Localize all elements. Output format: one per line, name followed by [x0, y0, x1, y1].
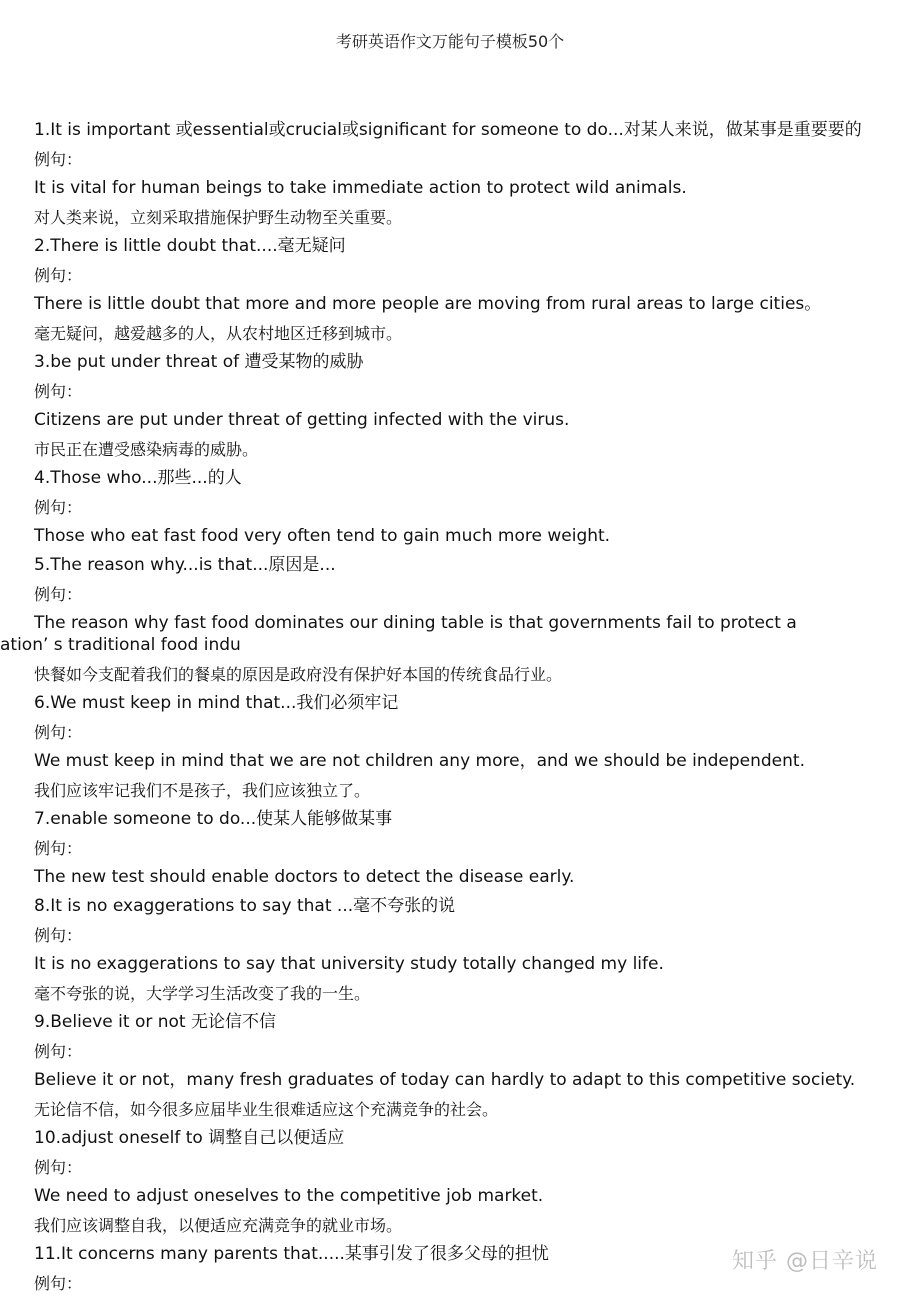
heading-item-5: 5.The reason why...is that...原因是...: [34, 555, 336, 575]
example-sentence-en-overflow: ation’ s traditional food indu: [0, 635, 241, 655]
example-sentence-en: Believe it or not，many fresh graduates of today can hardly to adapt to this competitive society.: [34, 1070, 856, 1090]
example-sentence-en: We need to adjust oneselves to the competitive job market.: [34, 1186, 544, 1206]
example-label: 例句：: [34, 1158, 83, 1177]
example-sentence-en: Those who eat fast food very often tend to gain much more weight.: [34, 526, 611, 546]
example-sentence-zh: 市民正在遭受感染病毒的威胁。: [34, 440, 259, 459]
example-sentence-zh: 毫不夸张的说，大学学习生活改变了我的一生。: [34, 984, 371, 1003]
example-sentence-en: Citizens are put under threat of getting infected with the virus.: [34, 410, 570, 430]
example-label: 例句：: [34, 498, 83, 517]
heading-item-1: 1.It is important 或essential或crucial或significant for someone to do...对某人来说，做某事是重要要的: [34, 120, 862, 140]
example-sentence-zh: 我们应该牢记我们不是孩子，我们应该独立了。: [34, 781, 371, 800]
heading-item-8: 8.It is no exaggerations to say that ...毫不夸张的说: [34, 896, 456, 916]
example-sentence-en: We must keep in mind that we are not children any more，and we should be independent.: [34, 751, 805, 771]
heading-item-2: 2.There is little doubt that....毫无疑问: [34, 236, 346, 256]
example-sentence-en: It is vital for human beings to take immediate action to protect wild animals.: [34, 178, 687, 198]
example-label: 例句：: [34, 585, 83, 604]
example-label: 例句：: [34, 926, 83, 945]
example-label: 例句：: [34, 150, 83, 169]
watermark-text: 知乎 @日辛说: [732, 1249, 878, 1274]
example-sentence-zh: 对人类来说，立刻采取措施保护野生动物至关重要。: [34, 208, 403, 227]
example-label: 例句：: [34, 382, 83, 401]
example-sentence-zh: 我们应该调整自我，以便适应充满竞争的就业市场。: [34, 1216, 403, 1235]
document-title: 考研英语作文万能句子模板50个: [335, 32, 565, 51]
heading-item-11: 11.It concerns many parents that.....某事引发了很多父母的担忧: [34, 1244, 549, 1264]
example-sentence-zh: 快餐如今支配着我们的餐桌的原因是政府没有保护好本国的传统食品行业。: [34, 665, 563, 684]
example-label: 例句：: [34, 723, 83, 742]
heading-item-10: 10.adjust oneself to 调整自己以便适应: [34, 1128, 345, 1148]
example-sentence-en: The new test should enable doctors to detect the disease early.: [34, 867, 575, 887]
heading-item-9: 9.Believe it or not 无论信不信: [34, 1012, 277, 1032]
example-label: 例句：: [34, 1274, 83, 1293]
document-body: [0, 116, 894, 1298]
heading-item-4: 4.Those who...那些...的人: [34, 468, 242, 488]
example-sentence-zh: 无论信不信，如今很多应届毕业生很难适应这个充满竞争的社会。: [34, 1100, 499, 1119]
example-label: 例句：: [34, 839, 83, 858]
example-sentence-en: The reason why fast food dominates our dining table is that governments fail to protect a: [34, 613, 797, 633]
heading-item-3: 3.be put under threat of 遭受某物的威胁: [34, 352, 364, 372]
example-sentence-en: It is no exaggerations to say that university study totally changed my life.: [34, 954, 664, 974]
example-sentence-en: There is little doubt that more and more people are moving from rural areas to large cities。: [34, 294, 822, 314]
heading-item-7: 7.enable someone to do...使某人能够做某事: [34, 809, 393, 829]
example-label: 例句：: [34, 266, 83, 285]
example-sentence-zh: 毫无疑问，越爱越多的人，从农村地区迁移到城市。: [34, 324, 403, 343]
heading-item-6: 6.We must keep in mind that...我们必须牢记: [34, 693, 399, 713]
example-label: 例句：: [34, 1042, 83, 1061]
